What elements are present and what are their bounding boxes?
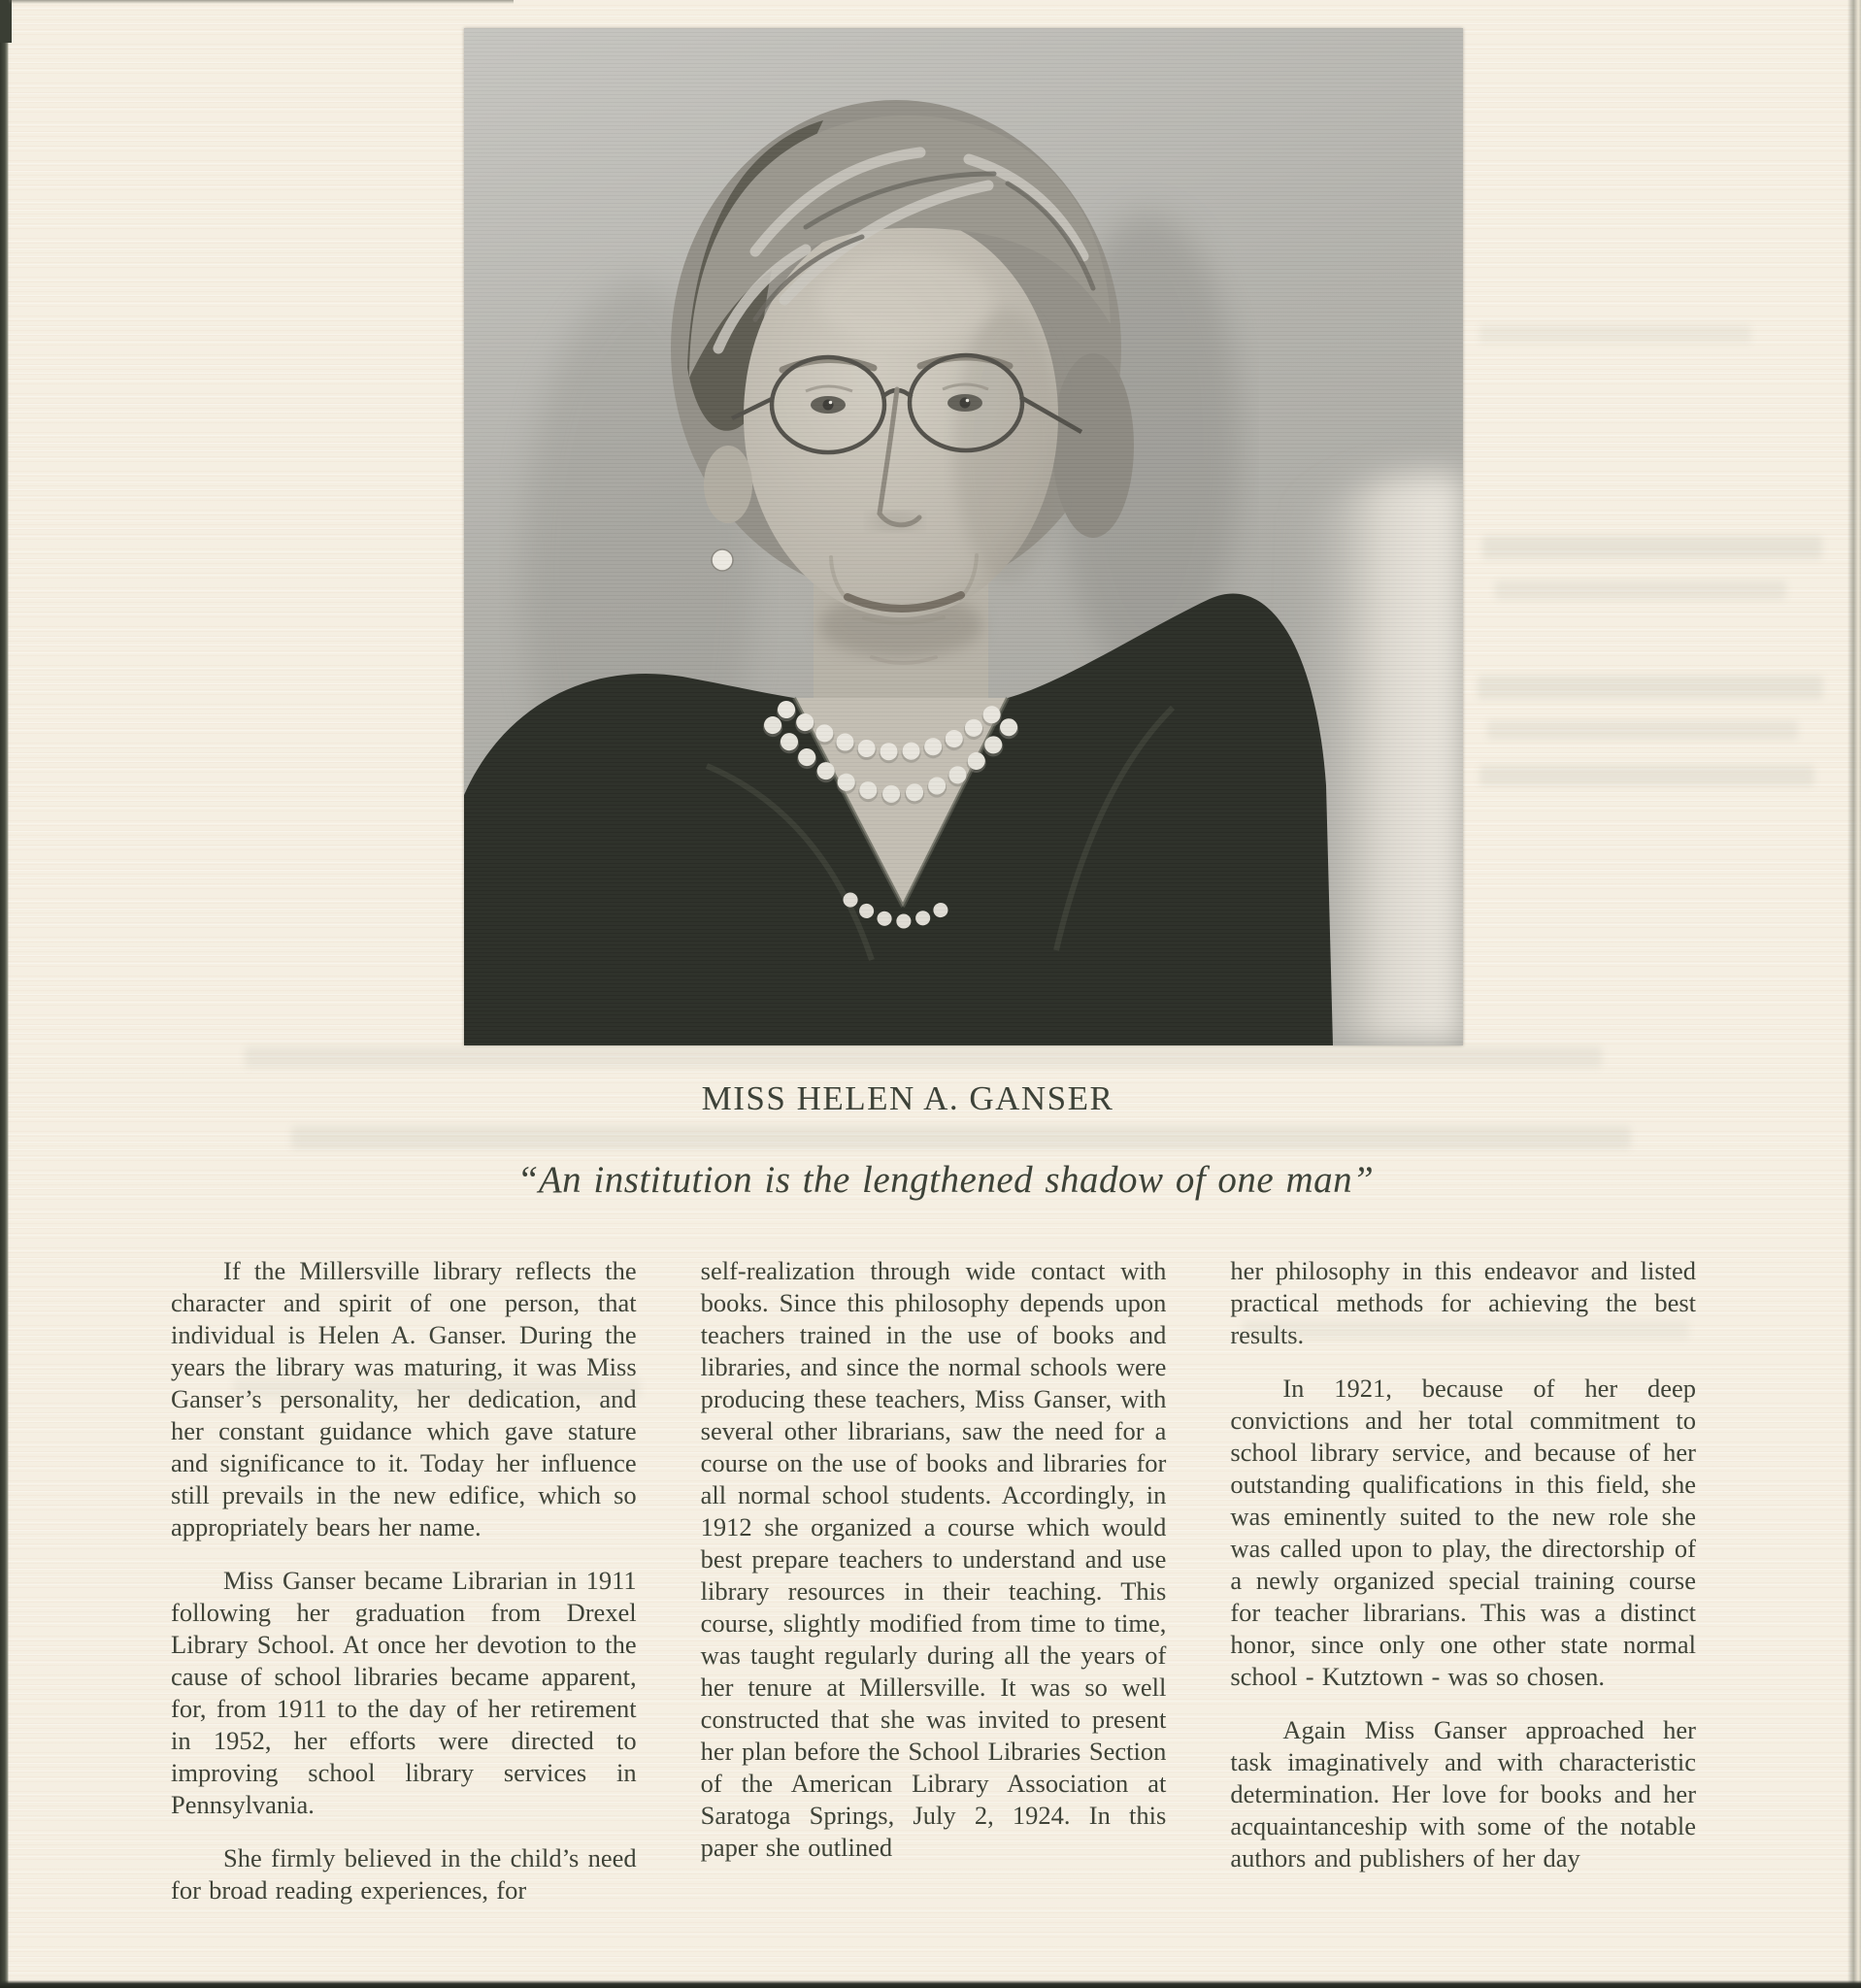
bleed-through-artifact — [1479, 765, 1814, 786]
portrait-illustration — [464, 28, 1463, 1045]
paragraph-determination: Again Miss Ganser approached her task imaginatively and with characteristic determination. Her love for books and her acquaintanceship with some of the notable authors and publishers of her day — [1230, 1715, 1697, 1872]
epigraph-quote: “An institution is the lengthened shadow of one man” — [516, 1159, 1375, 1201]
paragraph-course-1912: self-realization through wide contact with books. Since this philosophy depends upon teachers trained in the use of books and libraries, and since the normal schools were producing these teachers, Miss Ganser, with several other librarians, saw the need for a course on the use of books and libraries for all normal school students. Accordingly, in 1912 she organized a course which would best prepare teachers to understand and use library resources in their teaching. This course, slightly modified from time to time, was taught regularly during all the years of her tenure at Millersville. It was so well constructed that she was invited to present her plan before the School Libraries Section of the American Library Association at Saratoga Springs, July 2, 1924. In this paper she outlined — [700, 1256, 1167, 1862]
bleed-through-artifact — [245, 1046, 1602, 1068]
article-column-3 — [1230, 1255, 1696, 1906]
bleed-through-artifact — [291, 1126, 1631, 1149]
paragraph-intro: If the Millersville library reflects the character and spirit of one person, that individual is Helen A. Ganser. During the years the library was maturing, it was Miss Ganser’s personality, her dedication, and her constant guidance which gave stature and significance to it. Today her influence still prevails in the new edifice, which so appropriately bears her name. — [171, 1256, 637, 1541]
article-column-2 — [701, 1255, 1167, 1906]
page-right-edge — [1847, 0, 1861, 1988]
bleed-through-artifact — [1487, 720, 1798, 740]
bleed-through-artifact — [1482, 536, 1822, 559]
paragraph-philosophy: her philosophy in this endeavor and listed practical methods for achieving the best results. — [1230, 1256, 1697, 1349]
binding-corner-notch — [0, 0, 12, 43]
photo-caption: MISS HELEN A. GANSER — [701, 1079, 1114, 1117]
article-columns — [171, 1255, 1696, 1906]
page-top-edge-shadow — [9, 0, 514, 4]
paragraph-child-reading: She firmly believed in the child’s need for broad reading experiences, for — [171, 1843, 637, 1905]
portrait-photo — [464, 28, 1463, 1045]
bleed-through-artifact — [1479, 324, 1751, 344]
book-binding-edge — [0, 0, 9, 1988]
page-bottom-edge — [0, 1980, 1861, 1988]
bleed-through-artifact — [1478, 676, 1823, 699]
paragraph-directorship-1921: In 1921, because of her deep convictions and her total commitment to school library service, and because of her outstanding qualifications in this field, she was eminently suited to the new role she was called upon to play, the directorship of a newly organized special training course for teacher librarians. This was a distinct honor, since only one other state normal school - Kutztown - was so chosen. — [1230, 1374, 1697, 1691]
article-column-1 — [171, 1255, 637, 1906]
bleed-through-artifact — [1495, 580, 1786, 600]
paragraph-librarian-1911: Miss Ganser became Librarian in 1911 following her graduation from Drexel Library School. At once her devotion to the cause of school libraries became apparent, for, from 1911 to the day of her retirement in 1952, her efforts were directed to improving school library services in Pennsylvania. — [171, 1566, 637, 1819]
ear — [704, 446, 752, 523]
pearl-earring — [712, 549, 733, 571]
